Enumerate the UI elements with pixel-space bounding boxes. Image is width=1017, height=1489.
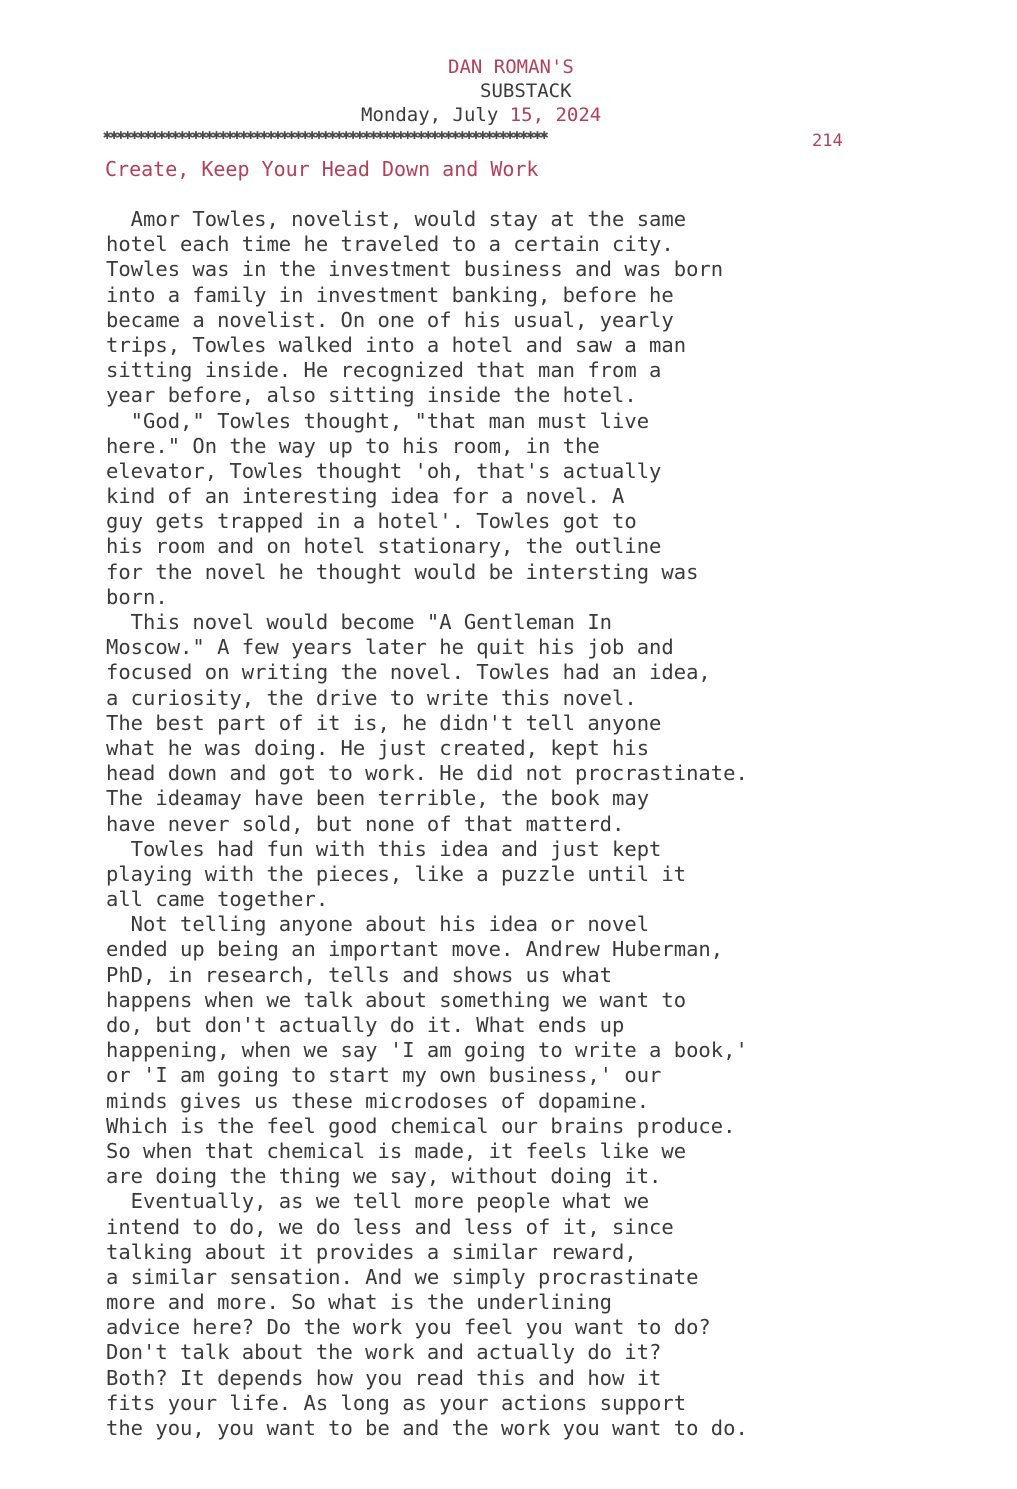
body-line: focused on writing the novel. Towles had an idea, bbox=[106, 660, 711, 685]
body-line: kind of an interesting idea for a novel. A bbox=[106, 484, 625, 509]
body-line: ended up being an important move. Andrew Huberman, bbox=[106, 937, 724, 962]
body-line: hotel each time he traveled to a certain city. bbox=[106, 232, 674, 257]
body-line: all came together. bbox=[106, 887, 329, 912]
masthead-title: DAN ROMAN'S bbox=[448, 56, 574, 78]
body-line: born. bbox=[106, 584, 168, 609]
headline: Create, Keep Your Head Down and Work bbox=[105, 157, 539, 181]
body-line: have never sold, but none of that matterd. bbox=[106, 811, 625, 836]
body-line: here." On the way up to his room, in the bbox=[106, 433, 600, 458]
body-line: Moscow." A few years later he quit his job and bbox=[106, 635, 674, 660]
body-line: Amor Towles, novelist, would stay at the same bbox=[106, 207, 687, 231]
body-line: fits your life. As long as your actions support bbox=[106, 1390, 687, 1415]
body-line: "God," Towles thought, "that man must live bbox=[106, 408, 650, 433]
body-line: Both? It depends how you read this and how it bbox=[106, 1365, 662, 1390]
body-line: minds gives us these microdoses of dopamine. bbox=[106, 1088, 650, 1113]
body-line: talking about it provides a similar reward, bbox=[106, 1239, 637, 1264]
date-prefix: Monday, July bbox=[361, 104, 510, 126]
body-line: The best part of it is, he didn't tell anyone bbox=[106, 710, 662, 735]
body-line: Towles was in the investment business and was born bbox=[106, 257, 724, 282]
body-line: The ideamay have been terrible, the book may bbox=[106, 786, 650, 811]
date-day: 15, 2024 bbox=[509, 104, 602, 126]
body-line: playing with the pieces, like a puzzle until it bbox=[106, 861, 687, 886]
body-line: intend to do, we do less and less of it, since bbox=[106, 1214, 674, 1239]
body-line: became a novelist. On one of his usual, yearly bbox=[106, 307, 674, 332]
body-line: happens when we talk about something we want to bbox=[106, 987, 687, 1012]
body-line: more and more. So what is the underlining bbox=[106, 1290, 613, 1315]
body-line: So when that chemical is made, it feels like we bbox=[106, 1138, 687, 1163]
body-line: advice here? Do the work you feel you want to do? bbox=[106, 1315, 711, 1340]
body-line: a similar sensation. And we simply procrastinate bbox=[106, 1264, 699, 1289]
body-line: elevator, Towles thought 'oh, that's actually bbox=[106, 458, 662, 483]
masthead-subtitle: SUBSTACK bbox=[480, 80, 572, 102]
body-line: guy gets trapped in a hotel'. Towles got to bbox=[106, 509, 637, 534]
body-line: year before, also sitting inside the hotel. bbox=[106, 383, 637, 408]
body-line: what he was doing. He just created, kept his bbox=[106, 735, 650, 760]
issue-number: 214 bbox=[812, 131, 843, 151]
body-line: into a family in investment banking, before he bbox=[106, 282, 674, 307]
body-line: Eventually, as we tell more people what we bbox=[106, 1189, 650, 1214]
asterisk-divider: ✱✱✱✱✱✱✱✱✱✱✱✱✱✱✱✱✱✱✱✱✱✱✱✱✱✱✱✱✱✱✱✱✱✱✱✱✱✱✱✱✱✱✱✱✱✱✱✱✱✱✱✱✱✱✱✱✱✱✱✱✱✱✱✱✱ bbox=[103, 127, 547, 143]
body-line: the you, you want to be and the work you want to do. bbox=[106, 1416, 748, 1440]
body-line: Which is the feel good chemical our brains produce. bbox=[106, 1113, 736, 1138]
masthead-date bbox=[361, 103, 601, 127]
article-body bbox=[106, 207, 906, 1441]
body-line: or 'I am going to start my own business,' our bbox=[106, 1063, 662, 1088]
body-line: Don't talk about the work and actually do it? bbox=[106, 1340, 662, 1365]
body-line: trips, Towles walked into a hotel and saw a man bbox=[106, 332, 687, 357]
body-line: Not telling anyone about his idea or novel bbox=[106, 912, 650, 937]
body-line: head down and got to work. He did not procrastinate. bbox=[106, 761, 748, 786]
body-line: sitting inside. He recognized that man from a bbox=[106, 358, 662, 383]
body-line: a curiosity, the drive to write this novel. bbox=[106, 685, 637, 710]
body-line: happening, when we say 'I am going to write a book,' bbox=[106, 1038, 748, 1063]
body-line: his room and on hotel stationary, the outline bbox=[106, 534, 662, 559]
body-line: are doing the thing we say, without doing it. bbox=[106, 1164, 662, 1189]
body-line: PhD, in research, tells and shows us what bbox=[106, 962, 613, 987]
body-line: for the novel he thought would be intersting was bbox=[106, 559, 699, 584]
body-line: Towles had fun with this idea and just kept bbox=[106, 836, 662, 861]
body-line: This novel would become "A Gentleman In bbox=[106, 610, 613, 634]
body-line: do, but don't actually do it. What ends up bbox=[106, 1013, 625, 1037]
